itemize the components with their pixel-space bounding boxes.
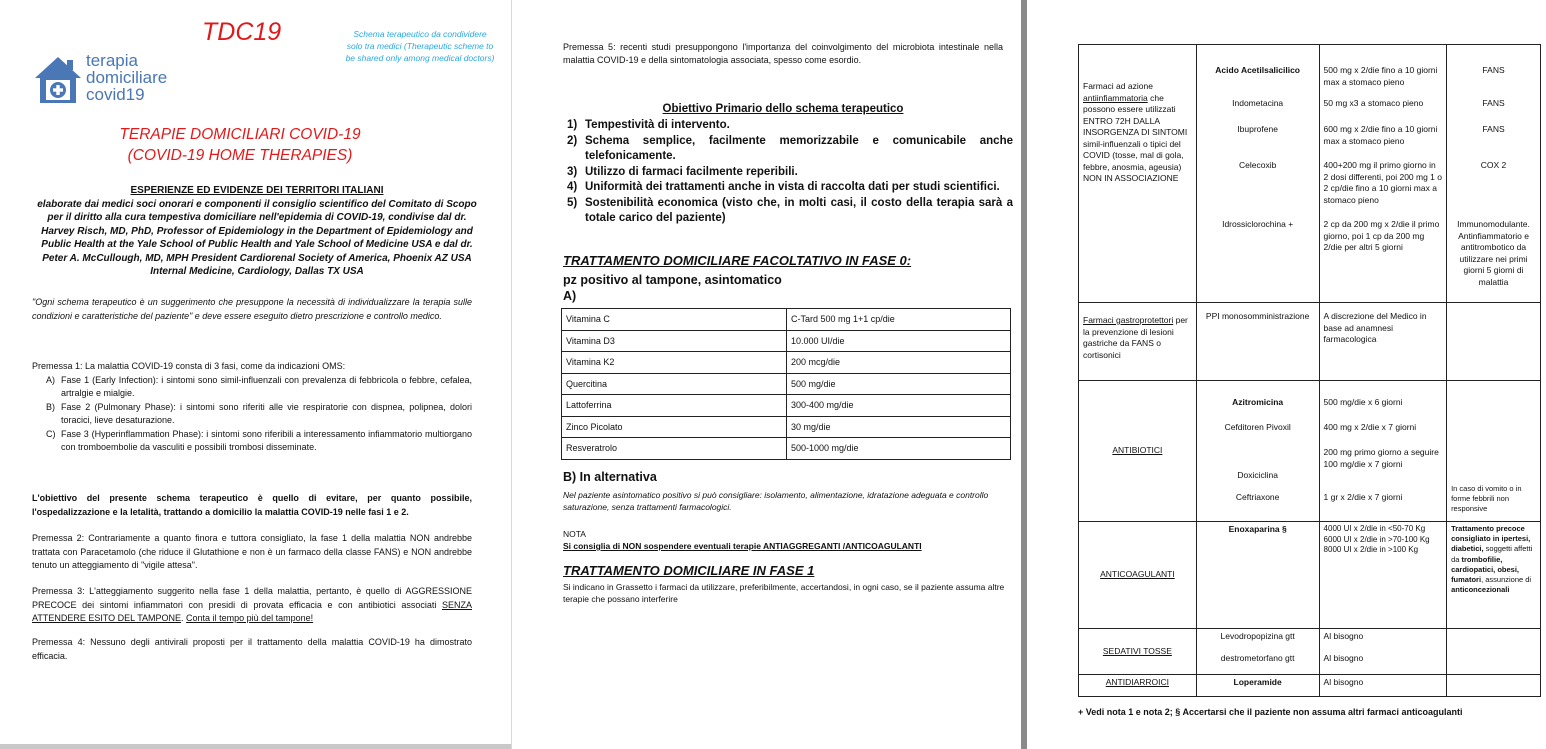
premessa-3: Premessa 3: L'atteggiamento suggerito nella fase 1 della malattia, pertanto, è quello di AGGRESSIONE PRECOCE dei sintomi infiammatori con presidi di provata efficacia e con antibiotici associati SENZA ATTENDERE ESITO DEL TAMPONE. Conta il tempo più del tampone!: [32, 586, 472, 623]
table-row: [1079, 675, 1541, 697]
nota-text: Si consiglia di NON sospendere eventuali terapie ANTIAGGREGANTI /ANTICOAGULANTI: [563, 541, 922, 551]
objectives-list: [563, 118, 1013, 227]
objective-title: Obiettivo Primario dello schema terapeutico: [662, 103, 904, 115]
logo-text: [86, 52, 167, 103]
antibiotics-note: In caso di vomito o in forme febbrili non responsive: [1447, 381, 1541, 522]
section-a-label: A): [563, 289, 577, 303]
document-page-3: [1030, 0, 1546, 749]
supplements-table: [561, 308, 1011, 460]
category-anticoagulants: ANTICOAGULANTI: [1079, 522, 1197, 629]
list-item: 1) Tempestività di intervento.: [567, 119, 730, 131]
table-row: [562, 330, 1011, 352]
supplement-dose: 30 mg/die: [787, 416, 1011, 438]
drug-notes: FANS FANS FANS COX 2 Immunomodulante. Antinfiammatorio e antitrombotico da utilizzare nei primi giorni 5 giorni di malattia: [1447, 45, 1541, 303]
alternative-title: B) In alternativa: [563, 470, 657, 484]
drug-note-empty: [1447, 629, 1541, 675]
category-antibiotics: ANTIBIOTICI: [1079, 381, 1197, 522]
objective-paragraph: L'obiettivo del presente schema terapeutico è quello di evitare, per quanto possibile, l'ospedalizzazione e la letalità, trattando a domicilio la malattia COVID-19 nelle fasi 1 e 2.: [32, 493, 472, 517]
scheme-note: Schema terapeutico da condividere solo tra medici (Therapeutic scheme to be shared only among medical doctors): [345, 29, 495, 63]
table-row: [562, 309, 1011, 331]
list-item: 5) Sostenibilità economica (visto che, in molti casi, il costo della terapia sarà a totale carico del paziente): [567, 196, 1013, 224]
house-medical-logo-icon: [32, 54, 84, 106]
logo-line-1: terapia: [86, 51, 138, 70]
phase-1-text: Si indicano in Grassetto i farmaci da utilizzare, preferibilmente, accertandosi, in ogni caso, se il paziente assuma altre terapie che possano interferire: [563, 582, 1005, 604]
premessa-4: Premessa 4: Nessuno degli antivirali proposti per il trattamento della malattia COVID-19 ha dimostrato efficacia.: [32, 637, 472, 661]
drug-names: Acido Acetilsalicilico Indometacina Ibuprofene Celecoxib Idrossiclorochina +: [1196, 45, 1319, 303]
experiences-heading: ESPERIENZE ED EVIDENZE DEI TERRITORI ITALIANI: [130, 185, 384, 196]
page-bottom-edge: [0, 744, 511, 749]
drug-doses: 500 mg/die x 6 giorni 400 mg x 2/die x 7 giorni 200 mg primo giorno a seguire 100 mg/die x 7 giorni 1 gr x 2/die x 7 giorni: [1319, 381, 1447, 522]
list-item: 4) Uniformità dei trattamenti anche in vista di raccolta dati per studi scientifici.: [567, 181, 1000, 193]
supplement-dose: 500 mg/die: [787, 373, 1011, 395]
category-sedatives: SEDATIVI TOSSE: [1079, 629, 1197, 675]
phase-0-title: TRATTAMENTO DOMICILIARE FACOLTATIVO IN FASE 0:: [563, 253, 912, 268]
table-row: [562, 352, 1011, 374]
premessa-5: Premessa 5: recenti studi presuppongono l'importanza del coinvolgimento del microbiota intestinale nella malattia COVID-19 e della sintomatologia associata, spesso come esordio.: [563, 42, 1003, 65]
page-title: [70, 124, 410, 166]
supplement-dose: 10.000 UI/die: [787, 330, 1011, 352]
drug-name: PPI monosomministrazione: [1196, 303, 1319, 381]
title-line-1: TERAPIE DOMICILIARI COVID-19: [119, 126, 361, 143]
phase-0-subtitle: [563, 272, 782, 304]
drug-names: Azitromicina Cefditoren Pivoxil Doxiciclina Ceftriaxone: [1196, 381, 1319, 522]
anticoagulants-note: Trattamento precoce consigliato in ipertesi, diabetici, soggetti affetti da trombofilie, cardiopatici, obesi, fumatori, assunzione di anticoncezionali: [1447, 522, 1541, 629]
footnote: + Vedi nota 1 e nota 2; § Accertarsi che il paziente non assuma altri farmaci anticoagulanti: [1078, 707, 1463, 717]
supplement-dose: 200 mcg/die: [787, 352, 1011, 374]
supplement-name: Resveratrolo: [562, 438, 787, 460]
supplement-name: Lattoferrina: [562, 395, 787, 417]
supplement-name: Vitamina K2: [562, 352, 787, 374]
page-separator: [511, 0, 520, 749]
page-separator-dark: [1021, 0, 1027, 749]
table-row: [1079, 381, 1541, 522]
logo-line-3: covid19: [86, 85, 145, 104]
category-antidiarrheal: ANTIDIARROICI: [1079, 675, 1197, 697]
logo-line-2: domiciliare: [86, 68, 168, 87]
drug-table: [1078, 44, 1541, 697]
list-item: C) Fase 3 (Hyperinflammation Phase): i sintomi sono riferibili a interessamento infiammatorio multiorgano con tromboembolie da vasculiti e possibili trombosi disseminate.: [46, 428, 472, 452]
list-item: 3) Utilizzo di farmaci facilmente reperibili.: [567, 165, 798, 178]
drug-dose: Al bisogno: [1319, 675, 1447, 697]
premessa-1-intro: Premessa 1: La malattia COVID-19 consta di 3 fasi, come da indicazioni OMS:: [32, 361, 346, 371]
drug-note-empty: [1447, 675, 1541, 697]
supplement-dose: 500-1000 mg/die: [787, 438, 1011, 460]
category-antiinflammatory: Farmaci ad azione antiinfiammatoria che possono essere utilizzati ENTRO 72H DALLA INSORGENZA DI SINTOMI simil-influenzali o tipici del COVID (tosse, mal di gola, febbre, anosmia, ageusia) NON IN ASSOCIAZIONE: [1079, 45, 1197, 303]
table-row: [1079, 522, 1541, 629]
supplement-name: Vitamina C: [562, 309, 787, 331]
tdc19-title: TDC19: [202, 18, 282, 46]
premessa-2: Premessa 2: Contrariamente a quanto finora e tuttora consigliato, la fase 1 della malattia NON andrebbe trattata con Paracetamolo (che riduce il Glutathione e non è un farmaco della classe FANS) e NON andrebbe tenuto un atteggiamento di "vigile attesa".: [32, 533, 472, 570]
document-page-1: [0, 0, 510, 749]
list-item: 2) Schema semplice, facilmente memorizzabile e comunicabile anche telefonicamente.: [567, 134, 1013, 162]
phase-0-sub-line: pz positivo al tampone, asintomatico: [563, 273, 782, 287]
alternative-text: Nel paziente asintomatico positivo si può consigliare: isolamento, alimentazione, idratazione adeguata e controllo saturazione, senza trattamenti farmacologici.: [563, 490, 989, 512]
table-row: [562, 395, 1011, 417]
experiences-block: [32, 184, 482, 279]
supplement-name: Zinco Picolato: [562, 416, 787, 438]
supplement-name: Quercitina: [562, 373, 787, 395]
quote-paragraph: "Ogni schema terapeutico è un suggerimento che presuppone la necessità di individualizzare la terapia sulle condizioni e caratteristiche del paziente" e deve essere eseguito dietro prescrizione e controllo medico.: [32, 297, 472, 321]
document-page-2: [521, 0, 1021, 749]
premessa-1: [32, 360, 472, 455]
category-gastroprotectors: Farmaci gastroprotettori per la prevenzione di lesioni gastriche da FANS o cortisonici: [1079, 303, 1197, 381]
drug-doses: 4000 UI x 2/die in <50-70 Kg 6000 UI x 2/die in >70-100 Kg 8000 UI x 2/die in >100 Kg: [1319, 522, 1447, 629]
nota-label: NOTA: [563, 529, 586, 539]
drug-note-empty: [1447, 303, 1541, 381]
list-item: A) Fase 1 (Early Infection): i sintomi sono simil-influenzali con prevalenza di febbricola o febbre, cefalea, artralgie e mialgie.: [46, 374, 472, 398]
supplement-dose: C-Tard 500 mg 1+1 cp/die: [787, 309, 1011, 331]
drug-doses: 500 mg x 2/die fino a 10 giorni max a stomaco pieno 50 mg x3 a stomaco pieno 600 mg x 2/die fino a 10 giorni max a stomaco pieno 400+200 mg il primo giorno in 2 dosi differenti, poi 200 mg 1 o 2 cp/die fino a 10 giorni max a stomaco pieno 2 cp da 200 mg x 2/die il primo giorno, poi 1 cp da 200 mg 2/die per altri 5 giorni: [1319, 45, 1447, 303]
drug-name: Loperamide: [1196, 675, 1319, 697]
drug-dose: A discrezione del Medico in base ad anamnesi farmacologica: [1319, 303, 1447, 381]
experiences-body: elaborate dai medici soci onorari e componenti il consiglio scientifico del Comitato di Scopo per il diritto alla cura tempestiva domiciliare nell'epidemia di COVID-19, condivise dal dr. Harvey Risch, MD, PhD, Professor of Epidemiology in the Department of Epidemiology and Public Health at the Yale School of Public Health and Yale School of Medicine USA e dal dr. Peter A. McCullough, MD, MPH President Cardiorenal Society of America, Phoenix AZ USA Internal Medicine, Cardiology, Dallas TX USA: [37, 198, 477, 277]
supplement-name: Vitamina D3: [562, 330, 787, 352]
phase-1-title: TRATTAMENTO DOMICILIARE IN FASE 1: [563, 563, 815, 578]
list-item: B) Fase 2 (Pulmonary Phase): i sintomi sono riferiti alle vie respiratorie con dispnea, polipnea, dolori toracici, lieve desaturazione.: [46, 401, 472, 425]
supplement-dose: 300-400 mg/die: [787, 395, 1011, 417]
drug-names: Levodropopizina gtt destrometorfano gtt: [1196, 629, 1319, 675]
nota-block: [563, 528, 922, 552]
phases-list: [46, 374, 472, 455]
table-row: [1079, 629, 1541, 675]
title-line-2: (COVID-19 HOME THERAPIES): [127, 147, 353, 164]
table-row: [562, 416, 1011, 438]
drug-doses: Al bisogno Al bisogno: [1319, 629, 1447, 675]
table-row: [1079, 303, 1541, 381]
table-row: [562, 373, 1011, 395]
drug-name: Enoxaparina §: [1196, 522, 1319, 629]
table-row: [1079, 45, 1541, 303]
table-row: [562, 438, 1011, 460]
